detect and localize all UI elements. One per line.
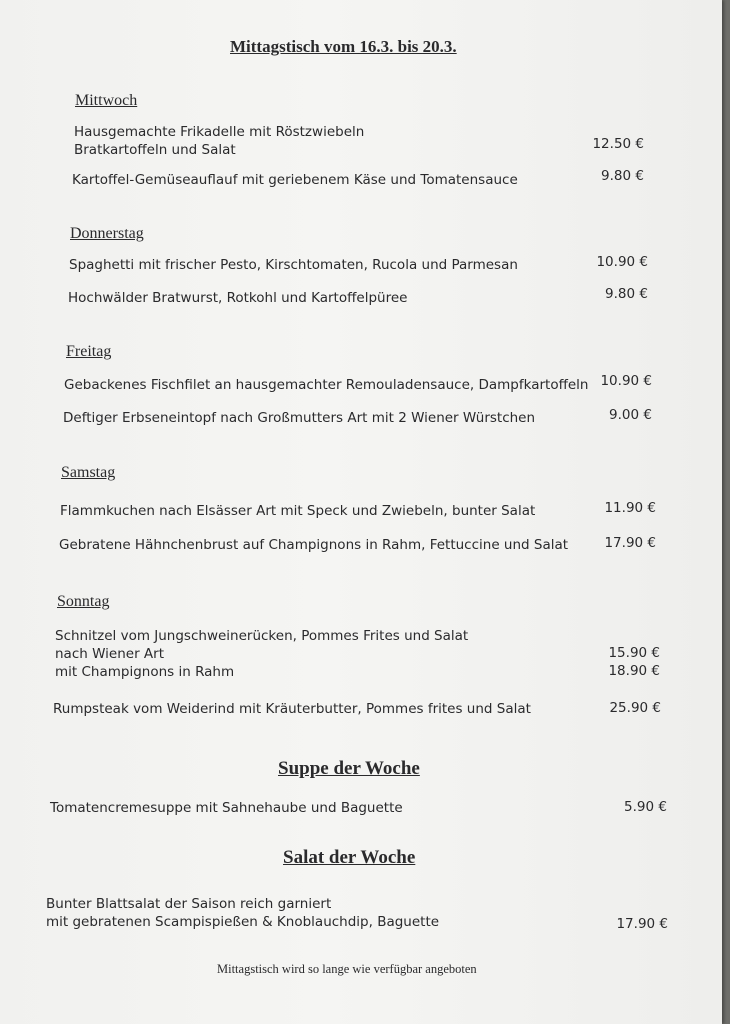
dish-samstag-1: Flammkuchen nach Elsässer Art mit Speck und Zwiebeln, bunter Salat (60, 503, 536, 519)
soup-price: 5.90 € (624, 799, 667, 815)
dish-sonntag-2: Rumpsteak vom Weiderind mit Kräuterbutter, Pommes frites und Salat (53, 701, 531, 717)
dish-line: Bratkartoffeln und Salat (74, 142, 236, 158)
price-sonntag-1b: 18.90 € (608, 663, 660, 679)
day-heading-mittwoch: Mittwoch (75, 92, 138, 109)
footer-note: Mittagstisch wird so lange wie verfügbar angeboten (217, 962, 477, 976)
price-mittwoch-2: 9.80 € (601, 168, 644, 184)
day-heading-donnerstag: Donnerstag (70, 225, 144, 242)
dish-mittwoch-1 (74, 123, 364, 159)
salad-item (46, 895, 439, 931)
soup-heading: Suppe der Woche (278, 758, 420, 779)
price-donnerstag-1: 10.90 € (596, 254, 648, 270)
dish-line: Schnitzel vom Jungschweinerücken, Pommes Frites und Salat (55, 628, 469, 644)
menu-title: Mittagstisch vom 16.3. bis 20.3. (230, 37, 457, 56)
dish-samstag-2: Gebratene Hähnchenbrust auf Champignons in Rahm, Fettuccine und Salat (59, 537, 569, 553)
dish-donnerstag-2: Hochwälder Bratwurst, Rotkohl und Kartoffelpüree (68, 290, 408, 306)
day-heading-sonntag: Sonntag (57, 593, 110, 610)
dish-line: Hausgemachte Frikadelle mit Röstzwiebeln (74, 124, 365, 140)
day-heading-freitag: Freitag (66, 343, 112, 360)
dish-line: mit Champignons in Rahm (55, 664, 235, 680)
price-freitag-1: 10.90 € (600, 373, 652, 389)
salad-heading: Salat der Woche (283, 847, 416, 868)
dish-sonntag-1 (55, 627, 468, 681)
dish-line: mit gebratenen Scampispießen & Knoblauchdip, Baguette (46, 914, 440, 930)
price-freitag-2: 9.00 € (609, 407, 652, 423)
dish-line: Bunter Blattsalat der Saison reich garniert (46, 896, 332, 912)
price-samstag-2: 17.90 € (604, 535, 656, 551)
dish-mittwoch-2: Kartoffel-Gemüseauflauf mit geriebenem Käse und Tomatensauce (72, 172, 518, 188)
price-mittwoch-1: 12.50 € (592, 136, 644, 152)
salad-price: 17.90 € (616, 916, 668, 932)
price-samstag-1: 11.90 € (604, 500, 656, 516)
dish-freitag-1: Gebackenes Fischfilet an hausgemachter Remouladensauce, Dampfkartoffeln (64, 377, 589, 393)
price-sonntag-1a: 15.90 € (608, 645, 660, 661)
dish-line: nach Wiener Art (55, 646, 164, 662)
soup-item: Tomatencremesuppe mit Sahnehaube und Baguette (50, 800, 403, 816)
day-heading-samstag: Samstag (61, 464, 116, 481)
price-donnerstag-2: 9.80 € (605, 286, 648, 302)
dish-freitag-2: Deftiger Erbseneintopf nach Großmutters Art mit 2 Wiener Würstchen (63, 410, 536, 426)
price-sonntag-2: 25.90 € (609, 700, 661, 716)
dish-donnerstag-1: Spaghetti mit frischer Pesto, Kirschtomaten, Rucola und Parmesan (69, 257, 518, 273)
